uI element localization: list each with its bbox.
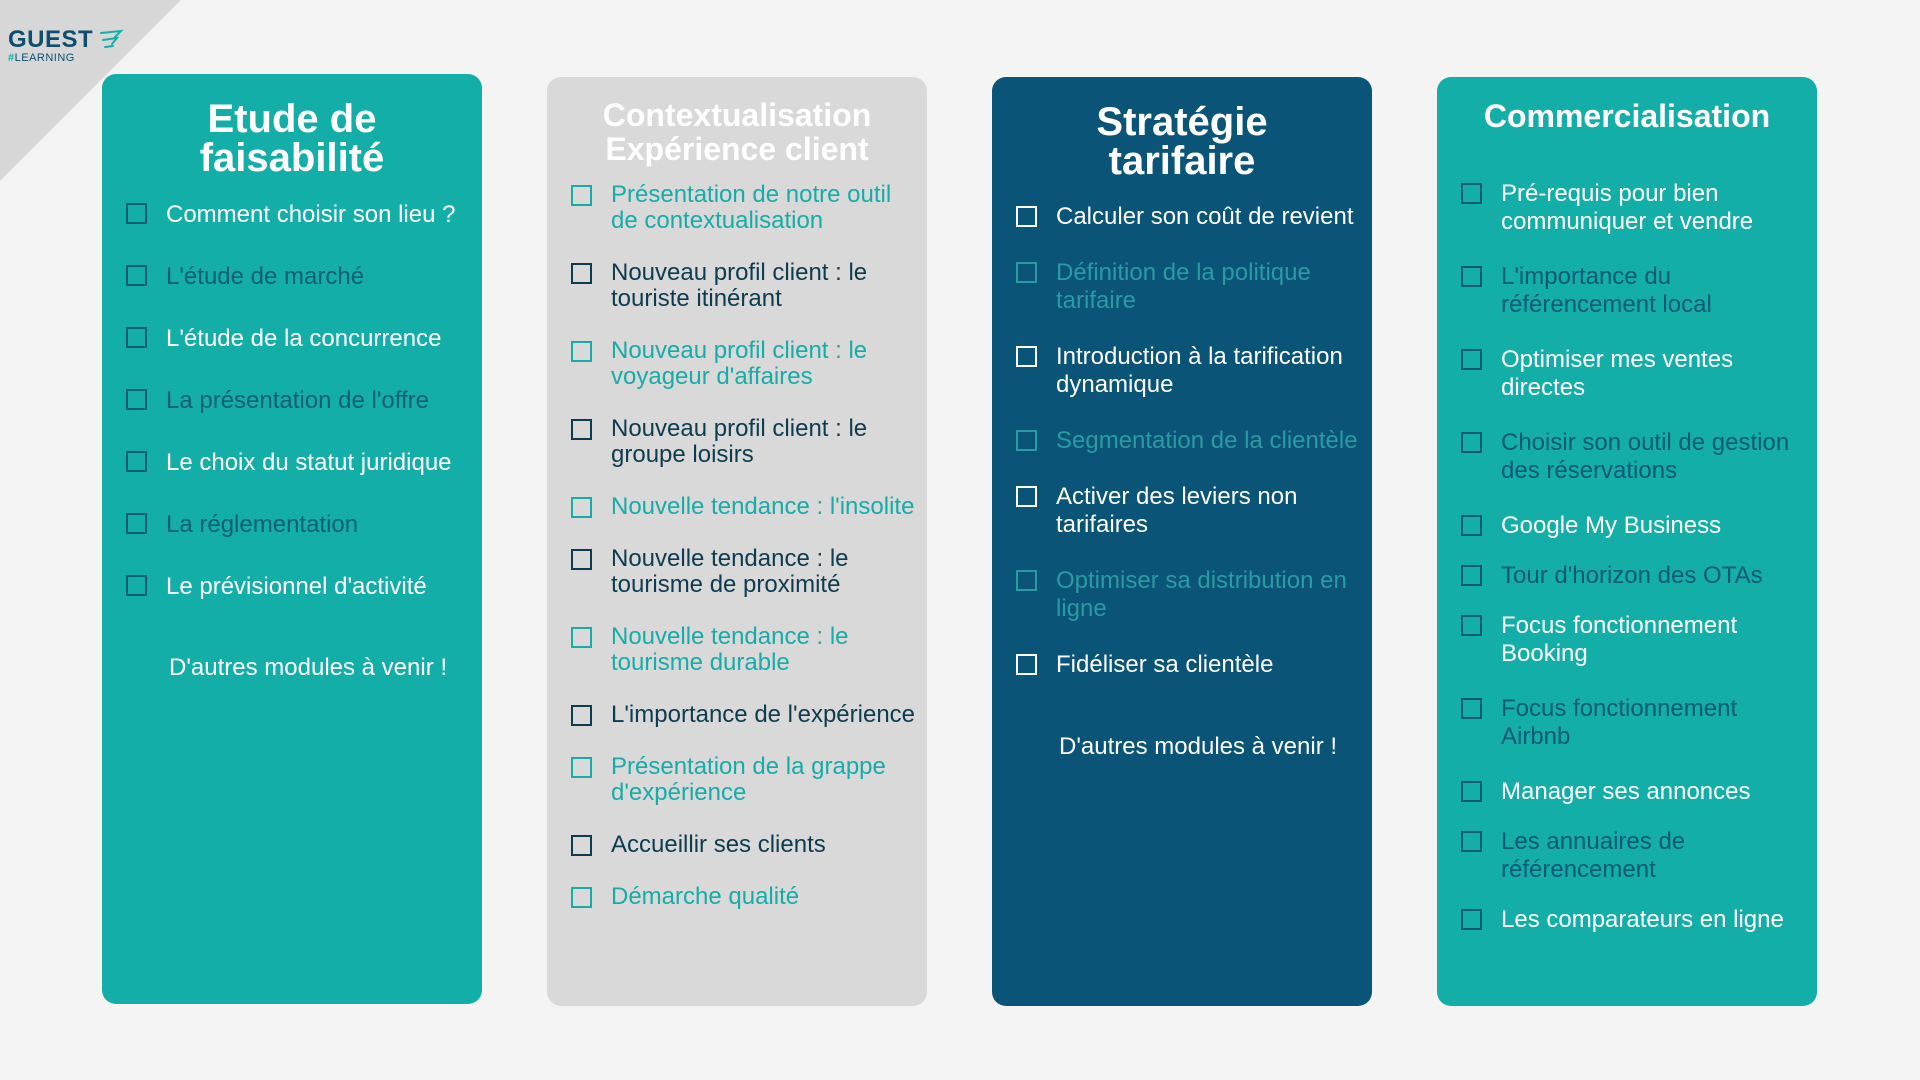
card-title: Stratégie tarifaire	[1096, 100, 1268, 184]
checkbox[interactable]	[1016, 654, 1037, 675]
checklist-item-label: Introduction à la tarification dynamique	[1056, 343, 1343, 399]
checklist-item-label: Présentation de notre outil de contextualisation	[611, 181, 892, 235]
checklist-item	[571, 884, 915, 910]
checkbox[interactable]	[1016, 430, 1037, 451]
checkbox[interactable]	[571, 705, 592, 726]
checklist-item-label: Tour d'horizon des OTAs	[1501, 562, 1763, 590]
checkbox[interactable]	[126, 203, 147, 224]
checkbox[interactable]	[126, 265, 147, 286]
more-modules-note: D'autres modules à venir !	[169, 654, 448, 682]
checklist-item	[1016, 203, 1360, 231]
checkbox[interactable]	[126, 513, 147, 534]
checklist-item	[1461, 778, 1805, 806]
checklist-item	[1461, 828, 1805, 884]
checkbox[interactable]	[571, 549, 592, 570]
card-title: Commercialisation	[1483, 98, 1771, 134]
checklist-item	[1016, 427, 1360, 455]
card-etude-faisabilite	[102, 74, 482, 1004]
checklist-item-label: Nouvelle tendance : le tourisme de proximité	[611, 545, 849, 599]
checkbox[interactable]	[571, 497, 592, 518]
checklist-item	[126, 324, 470, 354]
checklist-item	[571, 754, 915, 806]
checklist-item-label: Accueillir ses clients	[611, 831, 826, 859]
module-list	[571, 182, 915, 910]
checklist-item	[126, 262, 470, 292]
checkbox[interactable]	[126, 575, 147, 596]
checkbox[interactable]	[571, 835, 592, 856]
checkbox[interactable]	[1461, 432, 1482, 453]
checklist-item-label: Présentation de la grappe d'expérience	[611, 753, 886, 807]
checkbox[interactable]	[571, 341, 592, 362]
checklist-item-label: Google My Business	[1501, 512, 1722, 540]
module-list	[126, 200, 470, 602]
card-title: Etude de faisabilité	[199, 97, 385, 181]
checklist-item	[1016, 259, 1360, 315]
card-title: Contextualisation Expérience client	[602, 97, 872, 167]
checklist-item-label: Le choix du statut juridique	[166, 449, 452, 477]
checklist-item	[571, 624, 915, 676]
more-modules-note: D'autres modules à venir !	[1059, 733, 1338, 761]
checklist-item	[1461, 906, 1805, 934]
checklist-item-label: L'étude de marché	[166, 263, 365, 291]
checklist-item	[1016, 651, 1360, 679]
checkbox[interactable]	[1461, 515, 1482, 536]
checklist-item	[1461, 180, 1805, 236]
checklist-item-label: Nouveau profil client : le voyageur d'affaires	[611, 337, 868, 391]
checklist-item	[1461, 263, 1805, 319]
checklist-item	[1016, 483, 1360, 539]
checklist-item	[1461, 562, 1805, 590]
checkbox[interactable]	[1016, 262, 1037, 283]
checkbox[interactable]	[1461, 698, 1482, 719]
module-list	[1461, 180, 1805, 934]
plane-icon	[97, 28, 125, 52]
checklist-item	[571, 546, 915, 598]
checklist-item	[126, 572, 470, 602]
checklist-item-label: L'étude de la concurrence	[166, 325, 442, 353]
checklist-item-label: Nouvelle tendance : l'insolite	[611, 493, 915, 521]
checkbox[interactable]	[1016, 206, 1037, 227]
checklist-item	[571, 494, 915, 520]
checklist-item	[571, 416, 915, 468]
checkbox[interactable]	[571, 419, 592, 440]
checklist-item-label: Définition de la politique tarifaire	[1056, 259, 1311, 315]
checklist-item-label: Comment choisir son lieu ?	[166, 201, 456, 229]
checklist-item	[571, 702, 915, 728]
checklist-item	[1016, 567, 1360, 623]
checkbox[interactable]	[1461, 615, 1482, 636]
checklist-item-label: Nouveau profil client : le touriste itinérant	[611, 259, 868, 313]
checklist-item	[1461, 512, 1805, 540]
checklist-item	[571, 338, 915, 390]
checklist-item-label: Fidéliser sa clientèle	[1056, 651, 1274, 679]
card-commercialisation	[1437, 77, 1817, 1006]
checkbox[interactable]	[1461, 266, 1482, 287]
checkbox[interactable]	[1016, 346, 1037, 367]
checklist-item-label: La réglementation	[166, 511, 359, 539]
checklist-item	[126, 510, 470, 540]
checkbox[interactable]	[1016, 570, 1037, 591]
checkbox[interactable]	[126, 327, 147, 348]
checklist-item	[1461, 429, 1805, 485]
checklist-item-label: Manager ses annonces	[1501, 778, 1751, 806]
guest-learning-logo	[8, 26, 125, 64]
checklist-item	[571, 260, 915, 312]
checklist-item-label: Optimiser sa distribution en ligne	[1056, 567, 1347, 623]
checklist-item	[571, 832, 915, 858]
checklist-item-label: L'importance de l'expérience	[611, 701, 916, 729]
module-list	[1016, 203, 1360, 679]
checkbox[interactable]	[1461, 831, 1482, 852]
checklist-item-label: Les comparateurs en ligne	[1501, 906, 1784, 934]
checklist-item-label: Segmentation de la clientèle	[1056, 427, 1358, 455]
checklist-item-label: Calculer son coût de revient	[1056, 203, 1354, 231]
checklist-item-label: La présentation de l'offre	[166, 387, 429, 415]
checklist-item-label: Démarche qualité	[611, 883, 800, 911]
checklist-item-label: L'importance du référencement local	[1501, 263, 1712, 319]
checkbox[interactable]	[1461, 565, 1482, 586]
checklist-item	[126, 386, 470, 416]
checklist-item-label: Focus fonctionnement Booking	[1501, 612, 1738, 668]
checkbox[interactable]	[1461, 909, 1482, 930]
checkbox[interactable]	[1016, 486, 1037, 507]
checklist-item	[1016, 343, 1360, 399]
checklist-item-label: Choisir son outil de gestion des réservations	[1501, 429, 1790, 485]
checkbox[interactable]	[126, 389, 147, 410]
checklist-item	[1461, 346, 1805, 402]
checkbox[interactable]	[1461, 349, 1482, 370]
checklist-item-label: Les annuaires de référencement	[1501, 828, 1686, 884]
checklist-item-label: Nouveau profil client : le groupe loisirs	[611, 415, 868, 469]
checkbox[interactable]	[571, 185, 592, 206]
checklist-item	[126, 448, 470, 478]
checkbox[interactable]	[1461, 183, 1482, 204]
checklist-item	[571, 182, 915, 234]
logo-wordmark: GUEST	[8, 26, 94, 53]
checklist-item	[1461, 695, 1805, 751]
checklist-item	[1461, 612, 1805, 668]
logo-subtitle: #LEARNING	[8, 52, 75, 64]
checklist-item-label: Focus fonctionnement Airbnb	[1501, 695, 1738, 751]
checkbox[interactable]	[1461, 781, 1482, 802]
checkbox[interactable]	[571, 887, 592, 908]
checkbox[interactable]	[571, 263, 592, 284]
checklist-item-label: Nouvelle tendance : le tourisme durable	[611, 623, 849, 677]
checkbox[interactable]	[126, 451, 147, 472]
checklist-item-label: Le prévisionnel d'activité	[166, 573, 427, 601]
checklist-item-label: Optimiser mes ventes directes	[1501, 346, 1734, 402]
checkbox[interactable]	[571, 757, 592, 778]
checklist-item-label: Activer des leviers non tarifaires	[1056, 483, 1298, 539]
checklist-item	[126, 200, 470, 230]
card-contextualisation	[547, 77, 927, 1006]
checklist-item-label: Pré-requis pour bien communiquer et vendre	[1501, 180, 1754, 236]
checkbox[interactable]	[571, 627, 592, 648]
card-strategie-tarifaire	[992, 77, 1372, 1006]
